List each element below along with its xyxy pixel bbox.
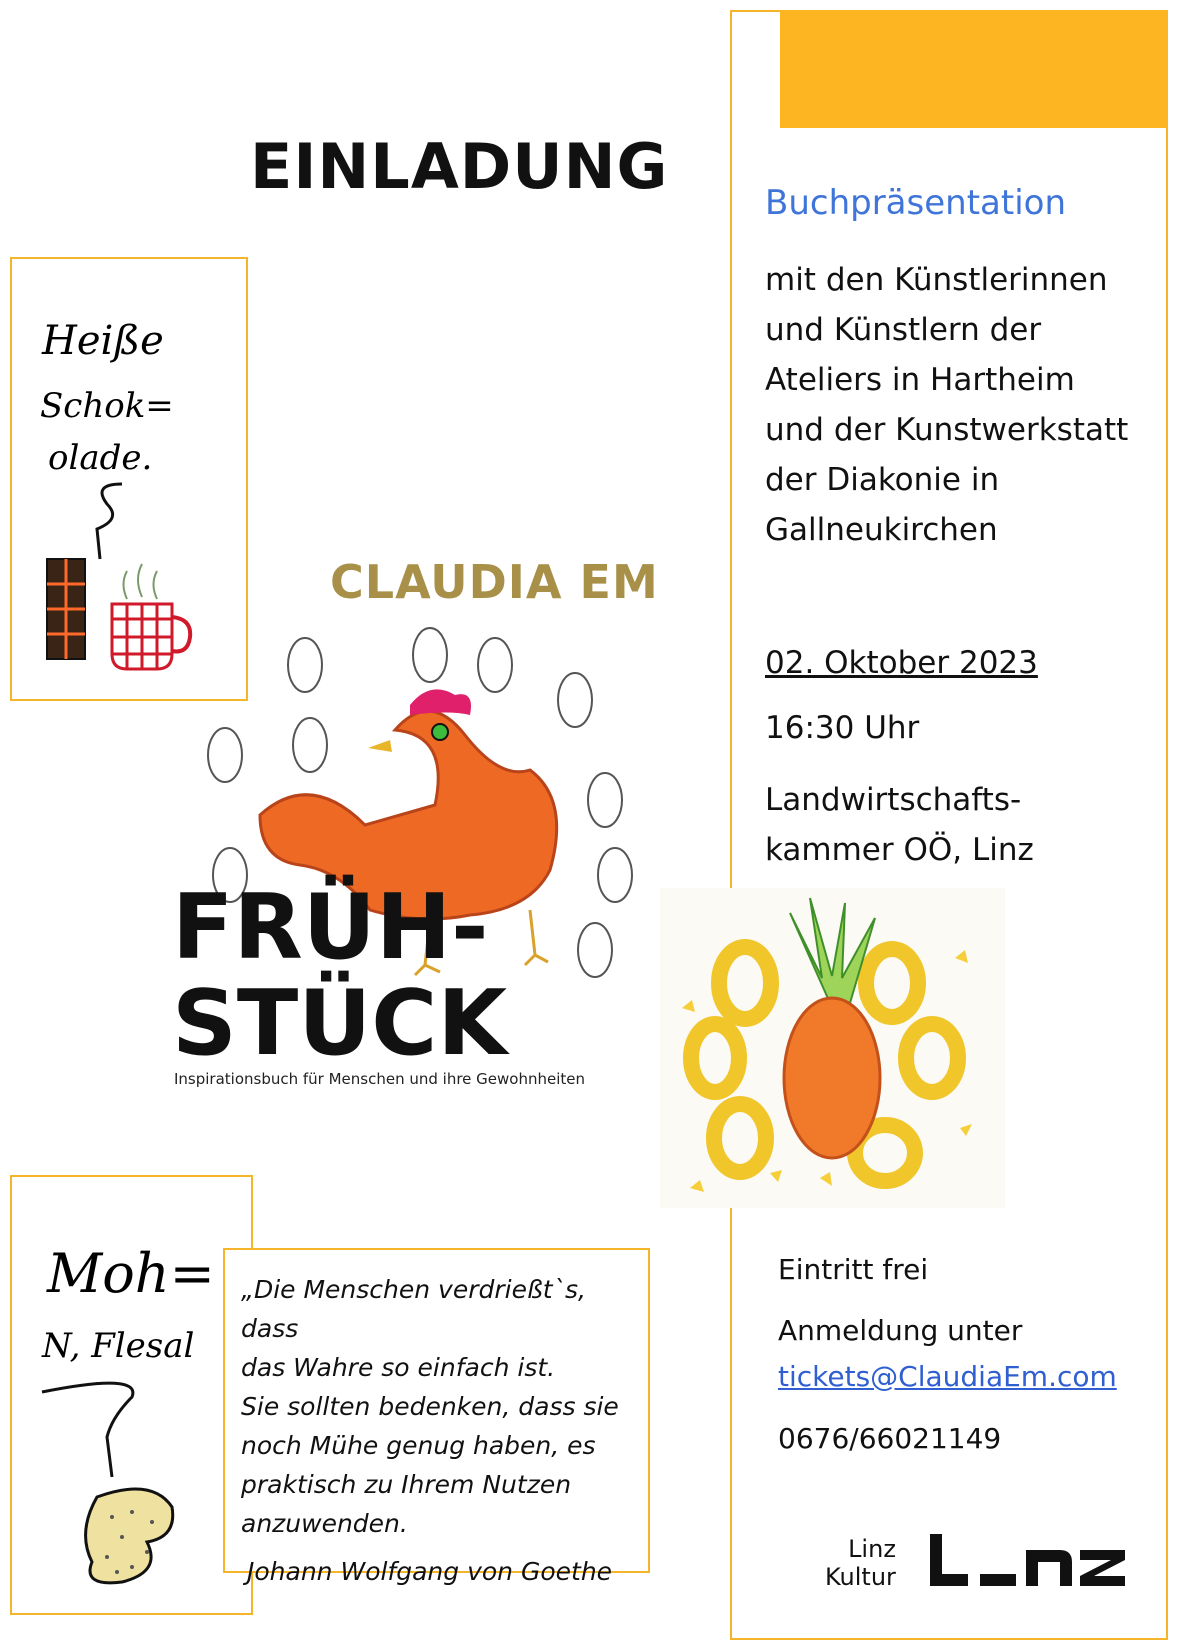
quote-box (223, 1248, 650, 1586)
description-line: und Künstlern der (765, 312, 1042, 348)
book-title-line: STÜCK (172, 971, 508, 1076)
pineapple-illustration (660, 888, 1005, 1208)
description-line: Gallneukirchen (765, 512, 998, 548)
venue-line: kammer OÖ, Linz (765, 832, 1034, 868)
event-venue (765, 775, 1034, 875)
venue-line: Landwirtschafts- (765, 782, 1022, 818)
book-subtitle: Inspirationsbuch für Menschen und ihre Gewohnheiten (174, 1070, 586, 1088)
poppy-pastry-illustration (12, 1177, 251, 1613)
card-text: Moh= (47, 1242, 215, 1305)
book-title (172, 875, 508, 1076)
poppy-pastry-card (10, 1175, 253, 1615)
accent-bar (780, 10, 1168, 128)
description-line: der Diakonie in (765, 462, 1000, 498)
card-text: N, Flesal (42, 1326, 195, 1366)
entry-info: Eintritt frei (778, 1253, 929, 1286)
event-time: 16:30 Uhr (765, 710, 920, 746)
description-line: mit den Künstlerinnen (765, 262, 1108, 298)
book-title-line: FRÜH- (172, 875, 489, 980)
quote-text: „Die Menschen verdrießt`s, dass das Wahre so einfach ist. Sie sollten bedenken, dass sie noch Mühe genug haben, es praktisch zu Ihrem Nutzen anzuwenden. (241, 1275, 619, 1538)
event-description (765, 255, 1165, 555)
linz-logo (930, 1532, 1130, 1592)
description-line: und der Kunstwerkstatt (765, 412, 1129, 448)
event-subtitle: Buchpräsentation (765, 183, 1066, 223)
phone-number: 0676/66021149 (778, 1422, 1002, 1455)
card-text: Heiße (42, 318, 164, 364)
card-text: olade. (48, 438, 153, 478)
logo-line: Linz (848, 1535, 896, 1563)
registration-label: Anmeldung unter (778, 1314, 1023, 1347)
card-text: Schok= (40, 386, 174, 426)
email-link[interactable]: tickets@ClaudiaEm.com (778, 1360, 1117, 1393)
logo-line: Kultur (825, 1563, 896, 1591)
page-title: EINLADUNG (250, 130, 669, 203)
event-date: 02. Oktober 2023 (765, 645, 1038, 681)
description-line: Ateliers in Hartheim (765, 362, 1075, 398)
quote-author: Johann Wolfgang von Goethe (247, 1557, 613, 1586)
linz-kultur-label (825, 1535, 896, 1591)
book-author: CLAUDIA EM (330, 555, 659, 609)
